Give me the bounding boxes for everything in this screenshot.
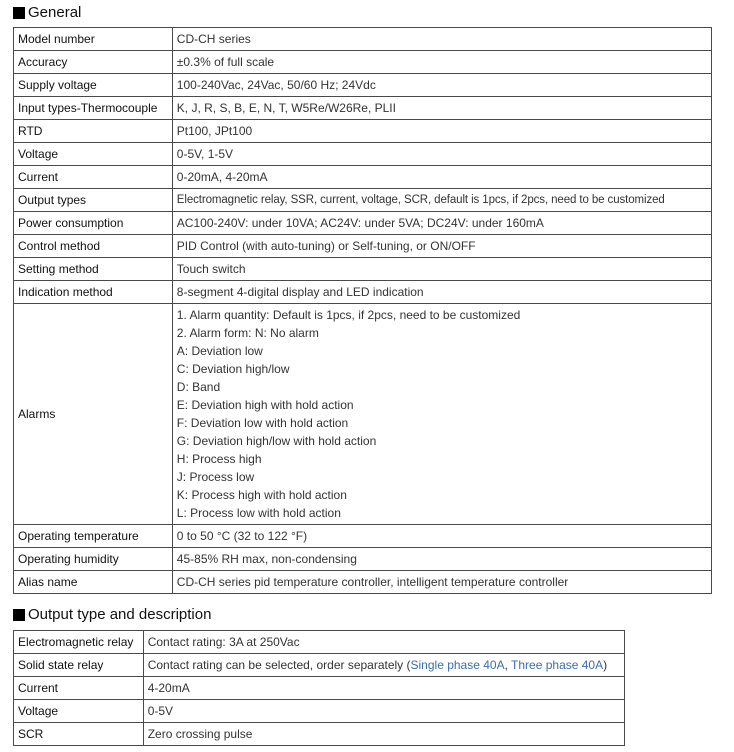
table-row	[14, 51, 712, 74]
spec-key: Power consumption	[14, 212, 173, 235]
table-row	[14, 166, 712, 189]
table-row	[14, 631, 625, 654]
spec-value: 45-85% RH max, non-condensing	[172, 548, 711, 571]
alarm-line: E: Deviation high with hold action	[176, 398, 354, 412]
alarm-line: 1. Alarm quantity: Default is 1pcs, if 2pcs, need to be customized	[176, 308, 521, 322]
alarm-line: F: Deviation low with hold action	[176, 416, 349, 430]
spec-key: Setting method	[14, 258, 173, 281]
spec-key: Current	[14, 166, 173, 189]
table-row	[14, 28, 712, 51]
alarm-line: J: Process low	[176, 470, 255, 484]
three-phase-link[interactable]: Three phase 40A	[511, 658, 604, 672]
spec-value: CD-CH series	[172, 28, 711, 51]
output-key: Current	[14, 677, 144, 700]
alarm-line: L: Process low with hold action	[176, 506, 341, 520]
alarm-line: D: Band	[176, 380, 221, 394]
table-row	[14, 212, 712, 235]
general-spec-table	[13, 27, 712, 594]
spec-value: 0-20mA, 4-20mA	[172, 166, 711, 189]
output-key: Solid state relay	[14, 654, 144, 677]
output-value	[143, 654, 624, 677]
spec-key: Operating humidity	[14, 548, 173, 571]
section-square-icon	[13, 7, 25, 19]
spec-value: 0-5V, 1-5V	[172, 143, 711, 166]
output-type-table	[13, 630, 625, 746]
output-value: 4-20mA	[143, 677, 624, 700]
spec-key: Voltage	[14, 143, 173, 166]
spec-value: PID Control (with auto-tuning) or Self-tuning, or ON/OFF	[172, 235, 711, 258]
table-row	[14, 235, 712, 258]
table-row	[14, 97, 712, 120]
table-row	[14, 654, 625, 677]
spec-value: Electromagnetic relay, SSR, current, voltage, SCR, default is 1pcs, if 2pcs, need to be customized	[172, 189, 711, 212]
spec-value: AC100-240V: under 10VA; AC24V: under 5VA; DC24V: under 160mA	[172, 212, 711, 235]
table-row	[14, 74, 712, 97]
table-row	[14, 548, 712, 571]
spec-key: Indication method	[14, 281, 173, 304]
spec-key: Operating temperature	[14, 525, 173, 548]
spec-key: Model number	[14, 28, 173, 51]
general-section-title	[13, 4, 81, 21]
alarm-line: G: Deviation high/low with hold action	[176, 434, 377, 448]
table-row	[14, 258, 712, 281]
output-section-title	[13, 606, 211, 623]
spec-value: 0 to 50 °C (32 to 122 °F)	[172, 525, 711, 548]
spec-value: Pt100, JPt100	[172, 120, 711, 143]
table-row	[14, 189, 712, 212]
spec-key: Input types-Thermocouple	[14, 97, 173, 120]
table-row	[14, 120, 712, 143]
table-row	[14, 525, 712, 548]
alarm-line: 2. Alarm form: N: No alarm	[176, 326, 319, 340]
spec-value: 8-segment 4-digital display and LED indication	[172, 281, 711, 304]
output-key: Voltage	[14, 700, 144, 723]
alarms-value	[172, 304, 711, 525]
spec-key: Control method	[14, 235, 173, 258]
general-title: General	[28, 4, 82, 21]
ssr-value-separator: ,	[504, 658, 512, 672]
spec-key: RTD	[14, 120, 173, 143]
alarm-line: K: Process high with hold action	[176, 488, 347, 502]
spec-value: CD-CH series pid temperature controller, intelligent temperature controller	[172, 571, 711, 594]
spec-key: Accuracy	[14, 51, 173, 74]
single-phase-link[interactable]: Single phase 40A	[410, 658, 505, 672]
spec-key: Alarms	[14, 304, 173, 525]
spec-value: 100-240Vac, 24Vac, 50/60 Hz; 24Vdc	[172, 74, 711, 97]
ssr-value-prefix: Contact rating can be selected, order separately (	[147, 658, 411, 672]
ssr-value-suffix: )	[603, 658, 608, 672]
table-row	[14, 723, 625, 746]
spec-key: Supply voltage	[14, 74, 173, 97]
table-row	[14, 700, 625, 723]
output-title: Output type and description	[28, 606, 212, 623]
output-value: Contact rating: 3A at 250Vac	[143, 631, 624, 654]
table-row	[14, 571, 712, 594]
spec-key: Alias name	[14, 571, 173, 594]
alarm-line: A: Deviation low	[176, 344, 263, 358]
alarm-line: H: Process high	[176, 452, 262, 466]
spec-key: Output types	[14, 189, 173, 212]
table-row	[14, 143, 712, 166]
spec-value: K, J, R, S, B, E, N, T, W5Re/W26Re, PLII	[172, 97, 711, 120]
table-row	[14, 281, 712, 304]
output-value: Zero crossing pulse	[143, 723, 624, 746]
alarm-line: C: Deviation high/low	[176, 362, 290, 376]
spec-value: ±0.3% of full scale	[172, 51, 711, 74]
section-square-icon	[13, 609, 25, 621]
table-row	[14, 677, 625, 700]
output-key: SCR	[14, 723, 144, 746]
output-key: Electromagnetic relay	[14, 631, 144, 654]
table-row	[14, 304, 712, 525]
output-value: 0-5V	[143, 700, 624, 723]
spec-value: Touch switch	[172, 258, 711, 281]
